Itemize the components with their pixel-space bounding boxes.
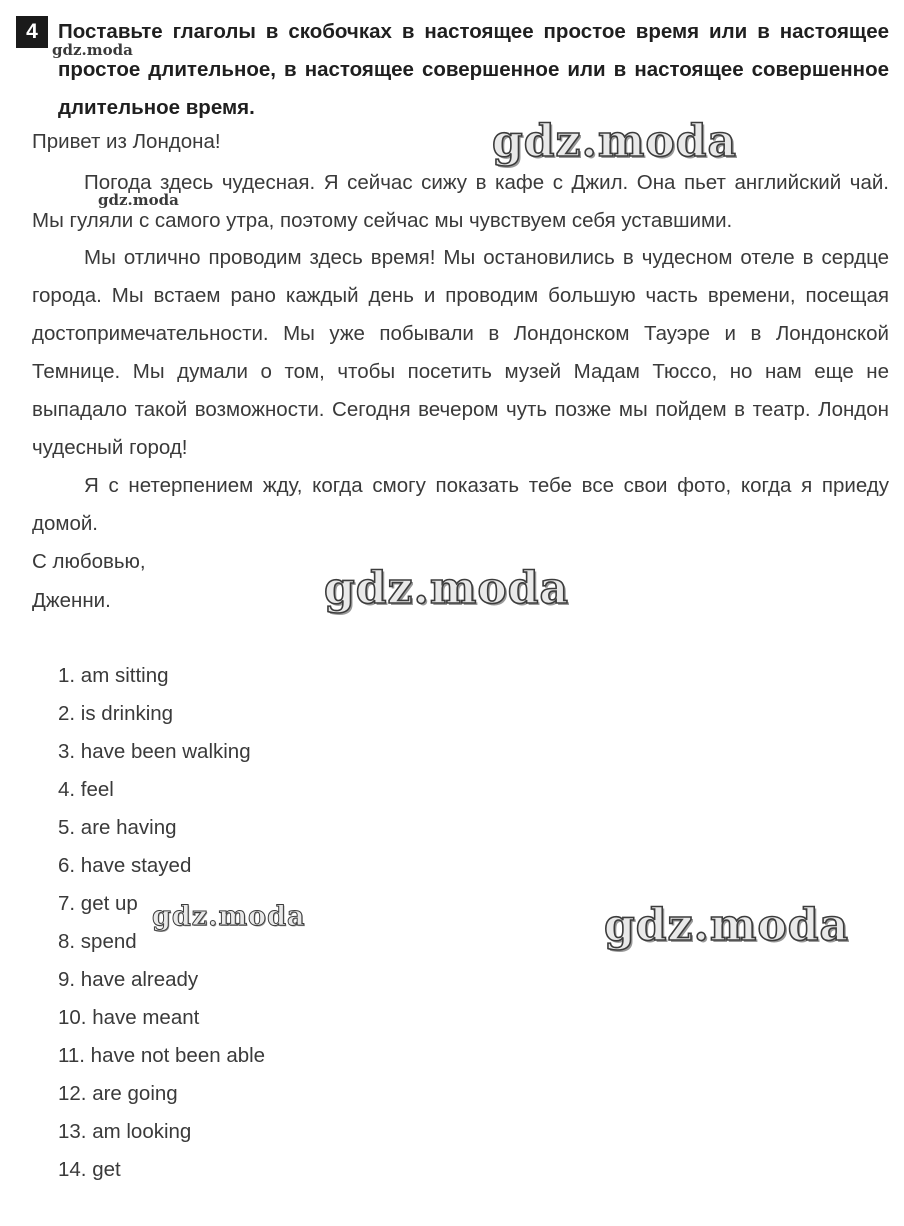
letter-paragraph-1: Погода здесь чудесная. Я сейчас сижу в кафе с Джил. Она пьет английский чай. Мы гуляли с самого утра, поэтому сейчас мы чувствуем себя уставшими.	[32, 171, 889, 232]
letter-closing: С любовью,	[32, 550, 146, 573]
answer-item: 5. are having	[58, 816, 177, 839]
watermark-logo: gdz.moda	[98, 191, 179, 209]
letter-signature: Дженни.	[32, 589, 111, 612]
task-number: 4	[16, 16, 48, 48]
answer-item: 13. am looking	[58, 1120, 192, 1143]
answer-item: 6. have stayed	[58, 854, 192, 877]
answer-item: 8. spend	[58, 930, 137, 953]
letter-paragraph-2: Мы отлично проводим здесь время! Мы остановились в чудесном отеле в сердце города. Мы встаем рано каждый день и проводим большую часть времени, посещая достопримечательности. Мы уже побывали в Лондонском Тауэре и в Лондонской Темнице. Мы думали о том, чтобы посетить музей Мадам Тюссо, но нам еще не выпадало такой возможности. Сегодня вечером чуть позже мы пойдем в театр. Лондон чудесный город!	[32, 246, 889, 459]
letter-paragraph-3: Я с нетерпением жду, когда смогу показать тебе все свои фото, когда я приеду домой.	[32, 474, 889, 535]
letter-greeting: Привет из Лондона!	[32, 130, 221, 153]
answer-item: 11. have not been able	[58, 1044, 266, 1067]
answer-item: 12. are going	[58, 1082, 178, 1105]
answer-item: 7. get up	[58, 892, 138, 915]
answer-item: 2. is drinking	[58, 702, 174, 725]
watermark-logo: gdz.moda	[52, 41, 133, 59]
answer-item: 14. get	[58, 1158, 121, 1181]
answer-item: 9. have already	[58, 968, 199, 991]
watermark-logo: gdz.moda	[324, 563, 570, 614]
answer-item: 1. am sitting	[58, 664, 169, 687]
task-instruction: Поставьте глаголы в скобочках в настоящее простое время или в настоящее простое длительное, в настоящее совершенное или в настоящее совершенное длительное время.	[58, 20, 889, 119]
watermark-logo: gdz.moda	[492, 116, 738, 167]
answer-item: 4. feel	[58, 778, 114, 801]
answer-item: 10. have meant	[58, 1006, 200, 1029]
answer-item: 3. have been walking	[58, 740, 251, 763]
watermark-logo: gdz.moda	[152, 901, 306, 932]
watermark-logo: gdz.moda	[604, 900, 850, 951]
